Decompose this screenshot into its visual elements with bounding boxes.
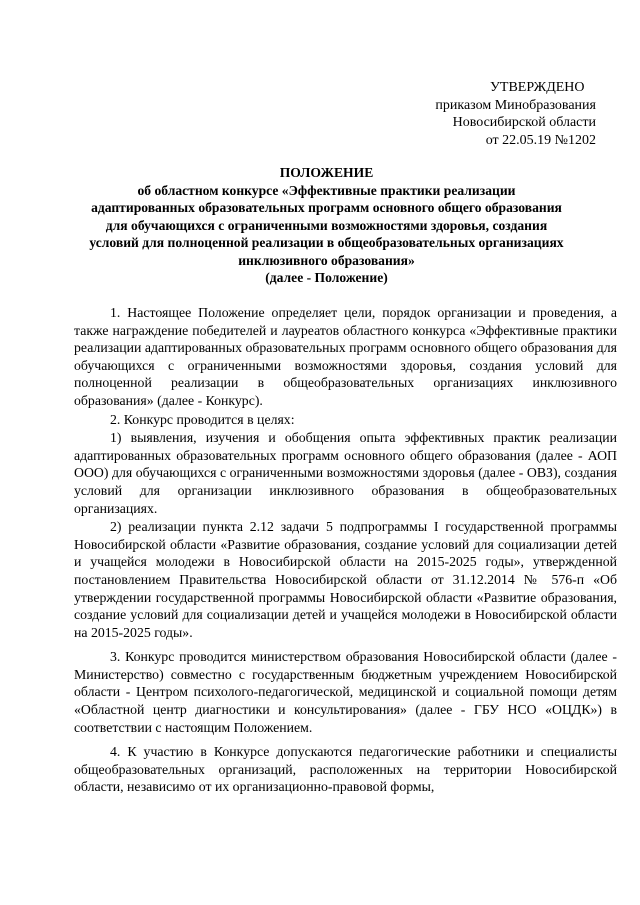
- approval-heading: УТВЕРЖДЕНО: [490, 80, 585, 95]
- paragraph-3: 3. Конкурс проводится министерством образования Новосибирской области (далее - Министерство) совместно с государственным бюджетным учреждением Новосибирской области - Центром психолого-педагогической, медицинской и социальной помощи детям «Областной центр диагностики и консультирования» (далее - ГБУ НСО «ОЦДК») в соответствии с настоящим Положением.: [74, 649, 617, 735]
- title-note: (далее - Положение): [265, 270, 388, 285]
- approval-order: приказом Минобразования: [435, 97, 596, 113]
- paragraph-2: 2. Конкурс проводится в целях:: [110, 411, 295, 427]
- title-line: адаптированных образовательных программ основного общего образования: [91, 200, 562, 215]
- document-title: [74, 164, 579, 287]
- document-body: [74, 304, 617, 796]
- title-line: об областном конкурсе «Эффективные практики реализации: [137, 182, 516, 198]
- paragraph-4: 4. К участию в Конкурсе допускаются педагогические работники и специалисты общеобразовательных организаций, расположенных на территории Новосибирской области, независимо от их организационно-правовой формы,: [74, 744, 617, 795]
- paragraph-2-item-1: 1) выявления, изучения и обобщения опыта эффективных практик реализации адаптированных образовательных программ основного общего образования (далее - АОП ООО) для обучающихся с ограниченными возможностями здоровья (далее - ОВЗ), создания условий для организации инклюзивного образования в общеобразовательных организациях.: [74, 430, 617, 516]
- approval-stamp: [370, 79, 596, 149]
- approval-region: Новосибирской области: [452, 115, 596, 130]
- title-line: инклюзивного образования»: [238, 252, 415, 268]
- approval-date: от 22.05.19 №1202: [485, 132, 596, 148]
- title-line: для обучающихся с ограниченными возможностями здоровья, создания: [105, 217, 548, 233]
- paragraph-2-item-2: 2) реализации пункта 2.12 задачи 5 подпрограммы I государственной программы Новосибирской области «Развитие образования, создание условий для социализации детей и учащейся молодежи в Новосибирской области на 2015-2025 годы», утвержденной постановлением Правительства Новосибирской области от 31.12.2014 № 576-п «Об утверждении государственной программы Новосибирской области «Развитие образования, создание условий для социализации детей и учащейся молодежи в Новосибирской области на 2015-2025 годы».: [74, 519, 617, 640]
- paragraph-1: 1. Настоящее Положение определяет цели, порядок организации и проведения, а также награждение победителей и лауреатов областного конкурса «Эффективные практики реализации адаптированных образовательных программ основного общего образования для обучающихся с ограниченными возможностями здоровья, создания условий для полноценной реализации в общеобразовательных организациях инклюзивного образования» (далее - Конкурс).: [74, 305, 617, 408]
- title-heading: ПОЛОЖЕНИЕ: [279, 165, 374, 180]
- title-line: условий для полноценной реализации в общеобразовательных организациях: [89, 235, 564, 250]
